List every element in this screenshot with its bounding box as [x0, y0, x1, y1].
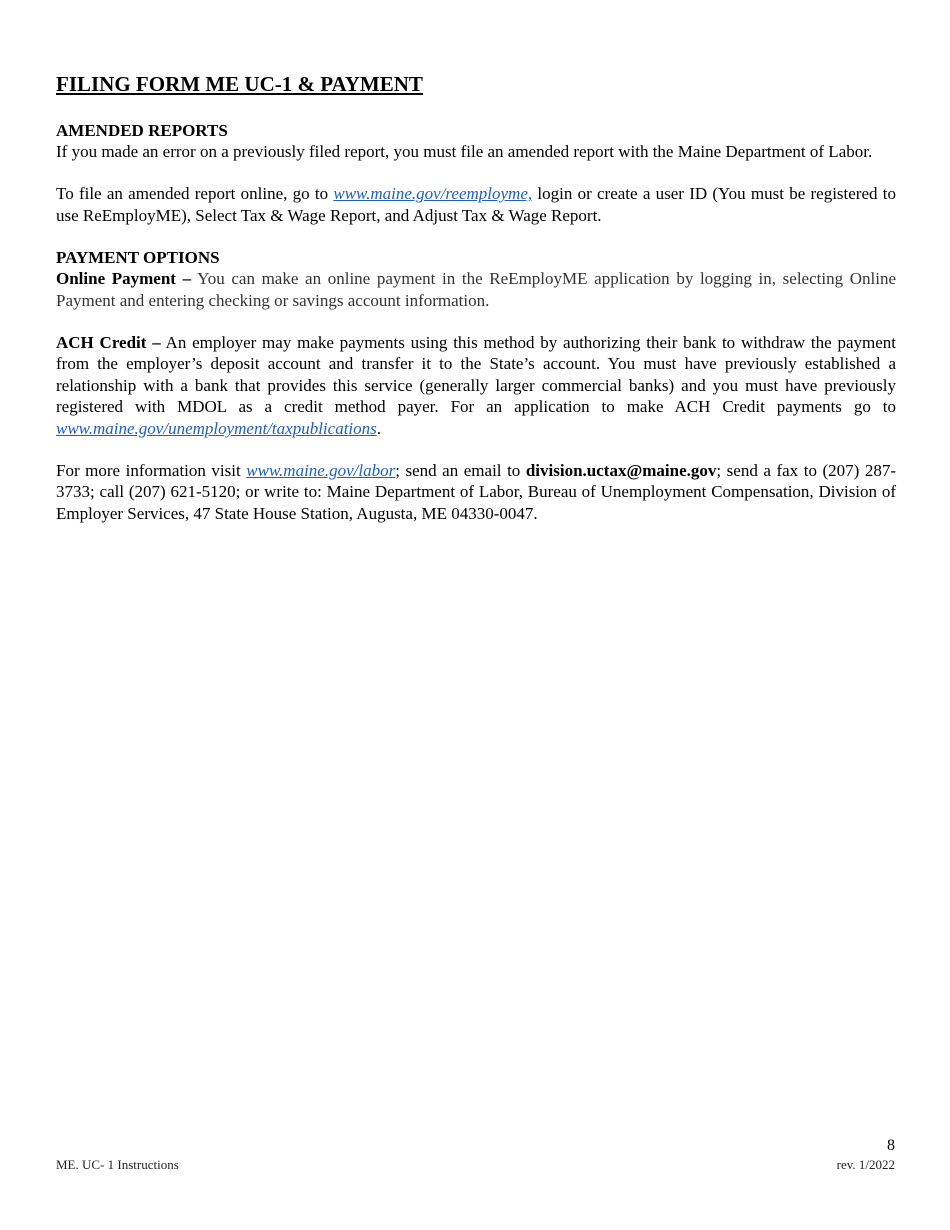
more-info-mid: ; send an email to — [395, 461, 526, 481]
amended-reports-paragraph: If you made an error on a previously filed report, you must file an amended report with the Maine Department of Labor. — [56, 142, 873, 161]
footer-document-name: ME. UC- 1 Instructions — [56, 1157, 179, 1172]
footer-revision: rev. 1/2022 — [836, 1157, 895, 1172]
taxpublications-link[interactable]: www.maine.gov/unemployment/taxpublications — [56, 418, 377, 438]
page-title: FILING FORM ME UC-1 & PAYMENT — [56, 72, 423, 96]
ach-credit-paragraph — [56, 332, 896, 439]
amended-online-paragraph — [56, 183, 896, 226]
labor-link[interactable]: www.maine.gov/labor — [246, 461, 396, 481]
ach-credit-end: . — [376, 418, 382, 438]
online-payment-paragraph — [56, 268, 896, 311]
more-info-paragraph — [56, 460, 896, 524]
contact-email: division.uctax@maine.gov — [525, 461, 717, 481]
online-payment-text: You can make an online payment in the ReEmployME application by logging in, selecting Online Payment and entering checking or savings account information. — [56, 269, 896, 310]
document-page — [56, 72, 896, 524]
ach-credit-label: ACH Credit – — [56, 333, 161, 353]
online-payment-label: Online Payment – — [56, 269, 192, 289]
more-info-pre: For more information visit — [56, 461, 247, 481]
reemployme-link[interactable]: www.maine.gov/reemployme, — [333, 184, 533, 204]
amended-online-text-pre: To file an amended report online, go to — [56, 184, 334, 204]
more-info-post: ; send a fax to (207) 287-3733; call (207) 621-5120; or write to: Maine Department of Labor, Bureau of Unemployment Compensation, Division of Employer Services, 47 State House Station, Augusta, ME 04330-0047. — [56, 461, 897, 523]
page-number: 8 — [887, 1137, 895, 1154]
payment-options-heading: PAYMENT OPTIONS — [56, 248, 220, 268]
ach-credit-text: An employer may make payments using this method by authorizing their bank to withdraw the payment from the employer’s deposit account and transfer it to the State’s account. You must have previously established a relationship with a bank that provides this service (generally larger commercial banks) and you must have previously registered with MDOL as a credit method payer. For an application to make ACH Credit payments go to — [56, 333, 896, 417]
amended-reports-heading: AMENDED REPORTS — [56, 121, 228, 140]
amended-online-text-post: login or create a user ID (You must be registered to use ReEmployME), Select Tax & Wage Report, and Adjust Tax & Wage Report. — [56, 184, 896, 225]
